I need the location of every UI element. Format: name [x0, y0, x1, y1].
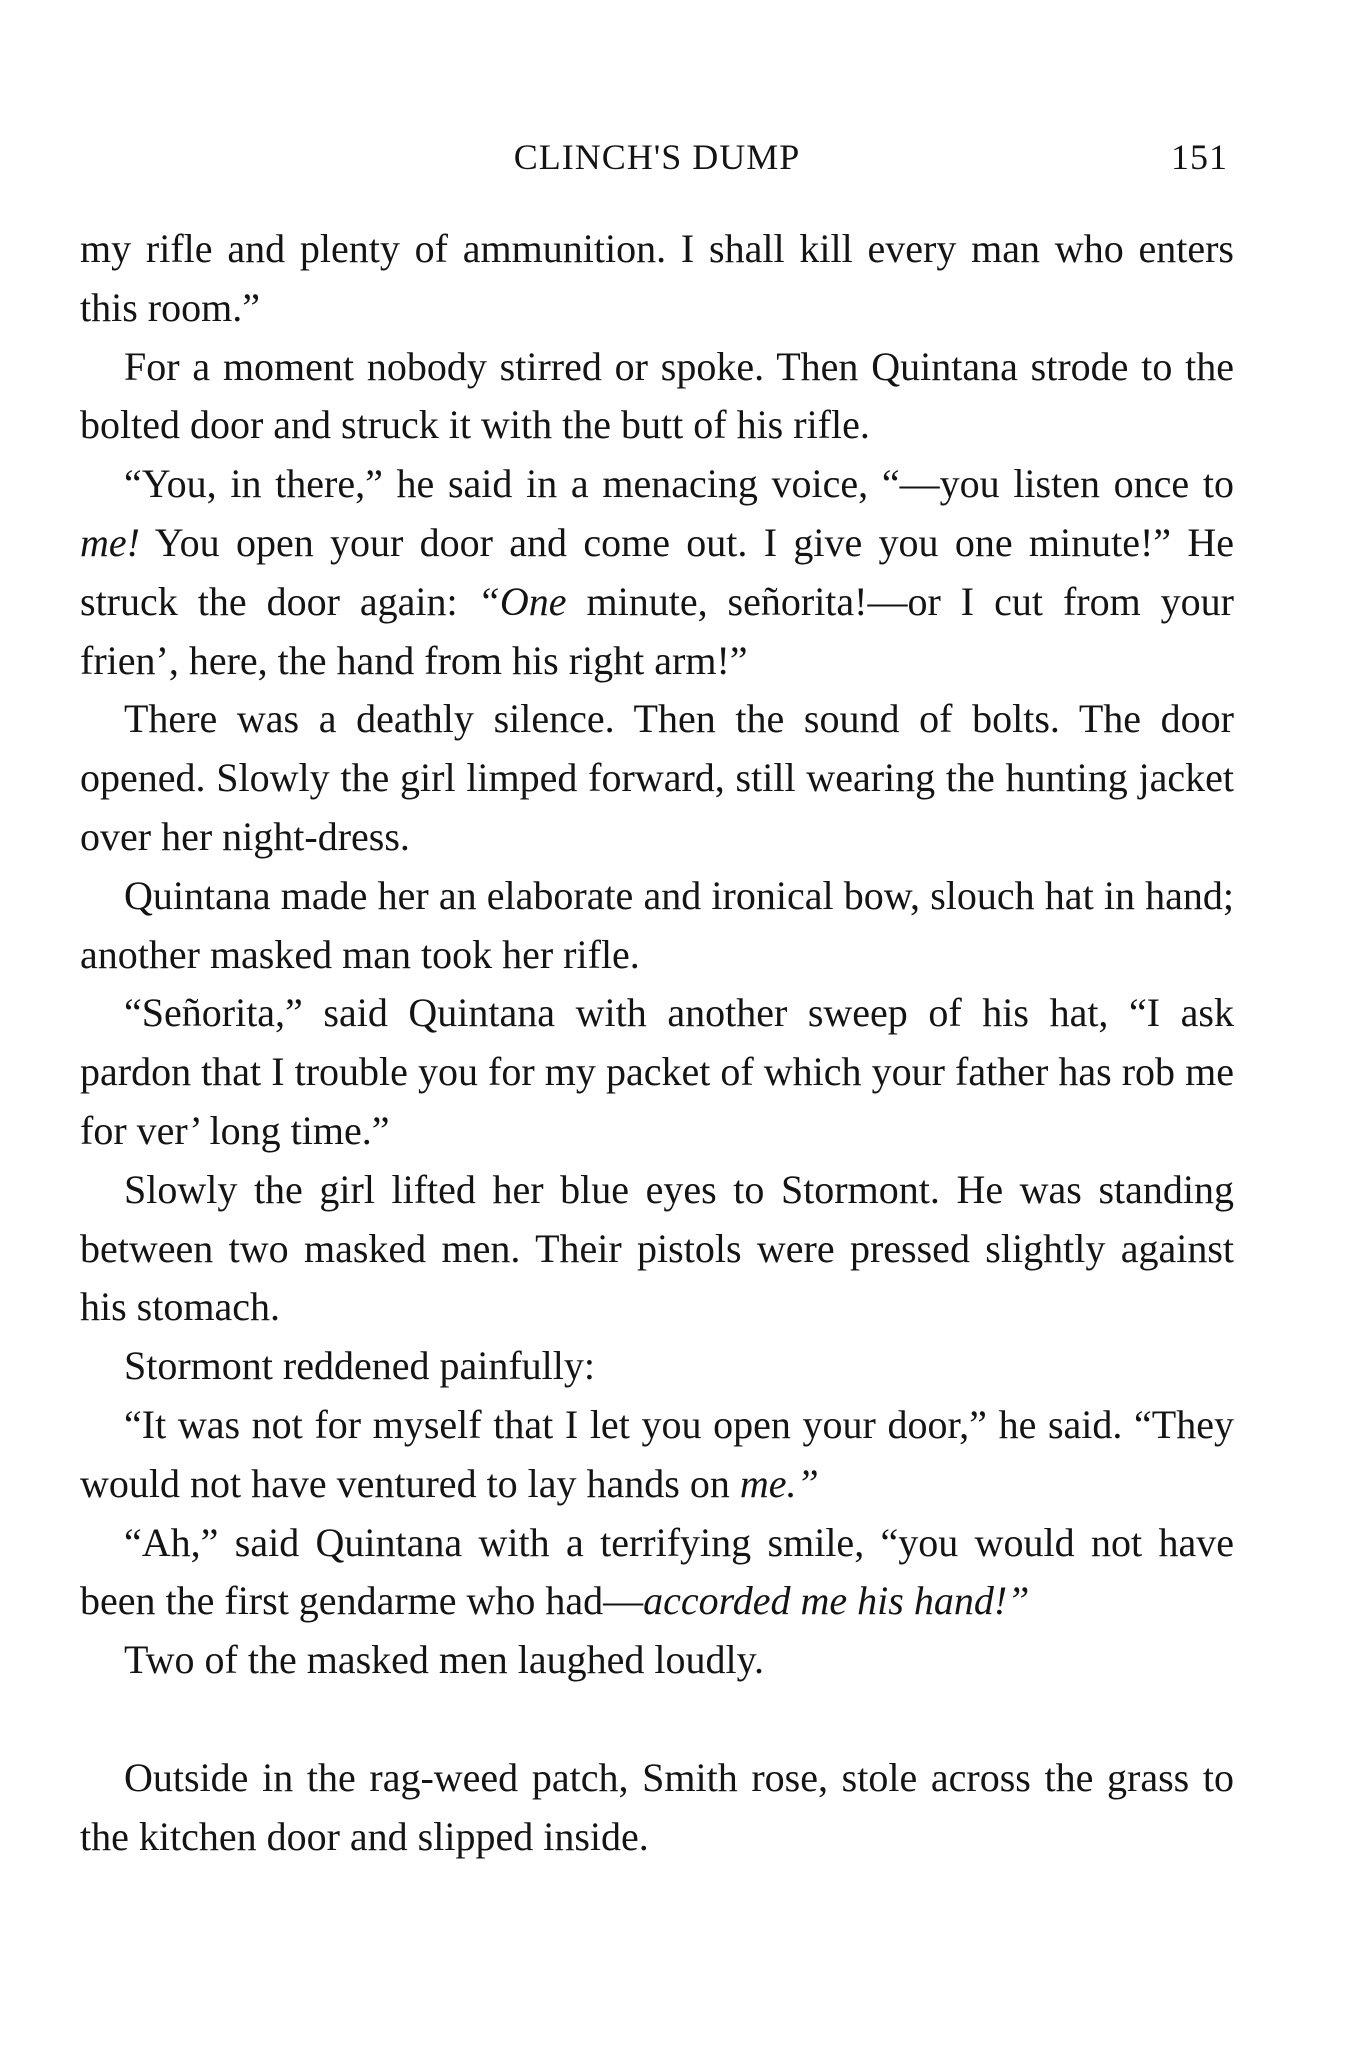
- paragraph: “You, in there,” he said in a menacing voice, “—you listen once to me! You open your door and come out. I give you one minute!” He struck the door again: “One minute, señorita!—or I cut from your frien’, here, the hand from his right arm!”: [80, 461, 1234, 683]
- paragraph: Stormont reddened painfully:: [124, 1343, 596, 1389]
- page-number: 151: [1171, 137, 1228, 177]
- paragraph: Quintana made her an elaborate and ironical bow, slouch hat in hand; another masked man took her rifle.: [80, 872, 1234, 977]
- paragraph: my rifle and plenty of ammunition. I shall kill every man who enters this room.”: [80, 226, 1234, 330]
- paragraph: “Ah,” said Quintana with a terrifying smile, “you would not have been the first gendarme who had—accorded me his hand!”: [80, 1519, 1234, 1624]
- running-head: [80, 136, 1234, 196]
- body-text: [80, 220, 1234, 1866]
- running-title: CLINCH'S DUMP: [513, 137, 801, 177]
- paragraph: Outside in the rag-weed patch, Smith rose, stole across the grass to the kitchen door and slipped inside.: [80, 1754, 1234, 1859]
- book-page: [80, 0, 1234, 2056]
- paragraph: Two of the masked men laughed loudly.: [124, 1637, 765, 1683]
- paragraph: “Señorita,” said Quintana with another sweep of his hat, “I ask pardon that I trouble you for my packet of which your father has rob me for ver’ long time.”: [80, 990, 1234, 1153]
- paragraph: “It was not for myself that I let you open your door,” he said. “They would not have ventured to lay hands on me.”: [80, 1401, 1234, 1506]
- paragraph: For a moment nobody stirred or spoke. Then Quintana strode to the bolted door and struck it with the butt of his rifle.: [80, 343, 1234, 448]
- paragraph: Slowly the girl lifted her blue eyes to Stormont. He was standing between two masked men. Their pistols were pressed slightly against his stomach.: [80, 1166, 1234, 1330]
- paragraph: There was a deathly silence. Then the sound of bolts. The door opened. Slowly the girl limped forward, still wearing the hunting jacket over her night-dress.: [80, 696, 1234, 859]
